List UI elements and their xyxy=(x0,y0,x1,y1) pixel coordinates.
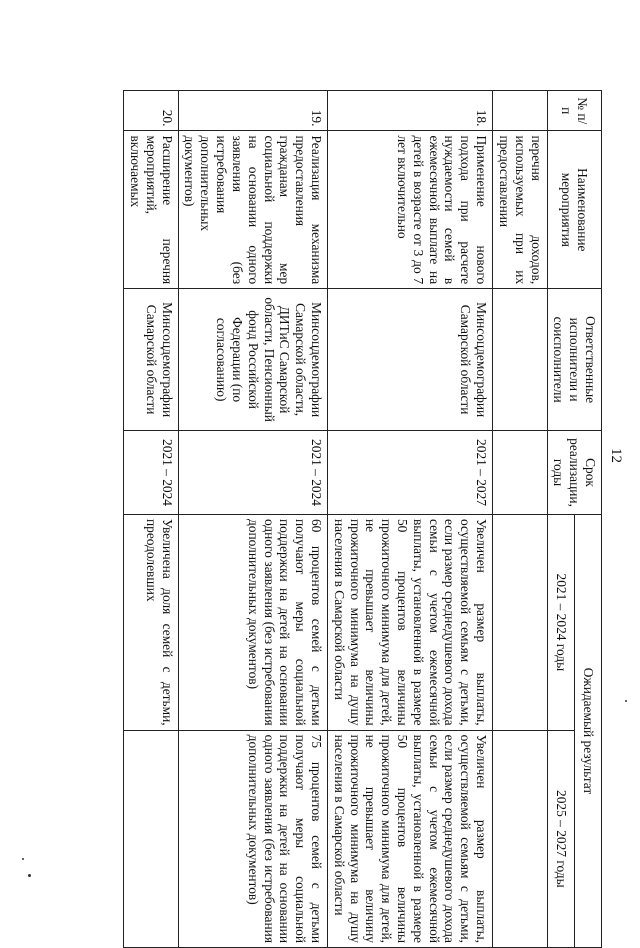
row-term: 2021 – 2024 xyxy=(178,431,327,515)
measures-table xyxy=(123,90,602,948)
row-term xyxy=(493,431,547,515)
row-name: Расширение перечня мероприятий, включаемых xyxy=(124,131,178,289)
header-result-2021-2024: 2021 – 2024 годы xyxy=(547,514,574,730)
row-term: 2021 – 2027 xyxy=(328,431,493,515)
scan-speck xyxy=(28,874,31,877)
scan-speck xyxy=(22,858,24,860)
header-num: № п/п xyxy=(547,91,601,131)
row-name: Реализация механизма предоставления гражданам мер социальной поддержки на основании одного заявления (без истребования дополнительных документов) xyxy=(178,131,327,289)
row-result-2021-2024: 60 процентов семей с детьми получают меры социальной поддержки на детей на основании одного заявления (без истребования дополнительных документов) xyxy=(178,514,327,730)
row-name: перечня доходов, используемых при их предоставлении xyxy=(493,131,547,289)
page-number: 12 xyxy=(608,448,624,463)
row-num: 20. xyxy=(124,91,178,131)
row-responsible xyxy=(493,289,547,431)
header-responsible: Ответственные исполнители и соисполнители xyxy=(547,289,601,431)
row-name: Применение нового подхода при расчете нуждаемости семей в ежемесячной выплате на детей в возрасте от 3 до 7 лет включительно xyxy=(328,131,493,289)
row-responsible: Минсоцдемографии Самарской области, ДИТиС Самарской области, Пенсионный фонд Российской Федерации (по согласованию) xyxy=(178,289,327,431)
header-result-2025-2027: 2025 – 2027 годы xyxy=(547,730,574,947)
row-result-2021-2024: Увеличена доля семей с детьми, преодолевших xyxy=(124,514,178,730)
header-name: Наименование мероприятия xyxy=(547,131,601,289)
header-result: Ожидаемый результат xyxy=(574,514,601,947)
table-row xyxy=(493,91,547,948)
row-result-2021-2024: Увеличен размер выплаты, осуществляемой семьям с детьми, если размер среднедушевого дохода семьи с учетом ежемесячной выплаты, установленной в размере 50 процентов величины прожиточного минимума для детей, не превышает величины прожиточного минимума на душу населения в Самарской области xyxy=(328,514,493,730)
row-responsible: Минсоцдемографии Самарской области xyxy=(124,289,178,431)
scan-speck xyxy=(625,700,627,702)
table-row xyxy=(178,91,327,948)
table-row xyxy=(124,91,178,948)
row-result-2025-2027: Увеличен размер выплаты, осуществляемой семьям с детьми, если размер среднедушевого дохода семьи с учетом ежемесячной выплаты, установленной в размере 50 процентов величины прожиточного минимума для детей, не превышает величину прожиточного минимума на душу населения в Самарской области xyxy=(328,730,493,947)
row-result-2025-2027 xyxy=(493,730,547,947)
row-result-2025-2027: 75 процентов семей с детьми получают меры социальной поддержки на детей на основании одного заявления (без истребования дополнительных документов) xyxy=(178,730,327,947)
row-term: 2021 – 2024 xyxy=(124,431,178,515)
table-header-row xyxy=(574,91,601,948)
row-result-2021-2024 xyxy=(493,514,547,730)
row-num: 18. xyxy=(328,91,493,131)
table-row xyxy=(328,91,493,948)
row-result-2025-2027 xyxy=(124,730,178,947)
row-num: 19. xyxy=(178,91,327,131)
row-responsible: Минсоцдемографии Самарской области xyxy=(328,289,493,431)
row-num xyxy=(493,91,547,131)
header-term: Срок реализации, годы xyxy=(547,431,601,515)
